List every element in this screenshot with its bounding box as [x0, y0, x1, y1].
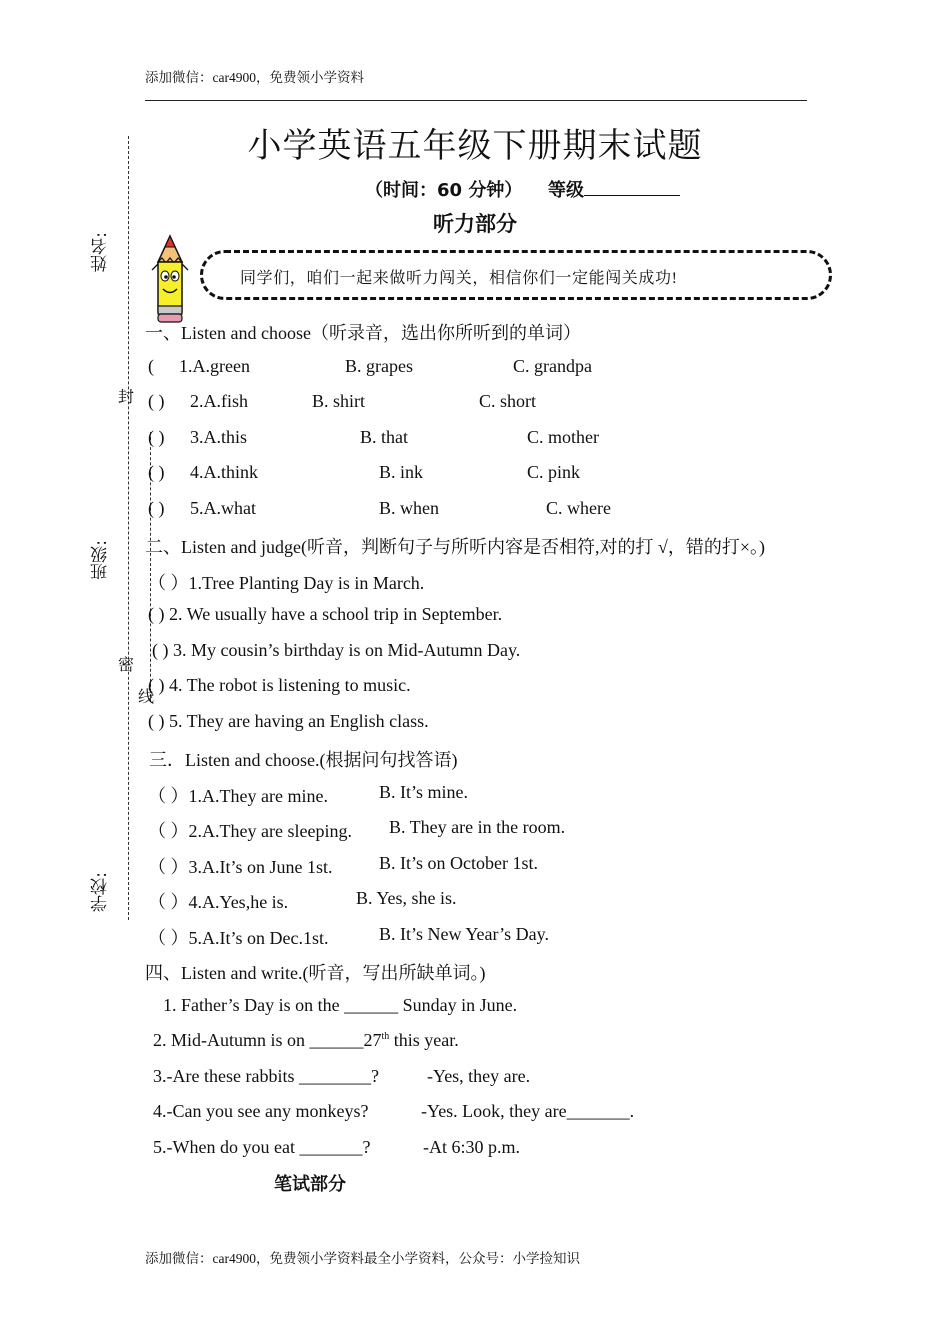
s1-q4-paren[interactable]: ( ) — [148, 462, 165, 482]
s3-q5-option-b: B. It’s New Year’s Day. — [379, 924, 549, 944]
section2-heading: 二、Listen and judge(听音，判断句子与所听内容是否相符,对的打 √，错的打×。) — [145, 537, 765, 557]
grade-blank[interactable] — [584, 181, 680, 196]
s1-q2-option-c: C. short — [479, 391, 537, 411]
s2-q1[interactable]: （ ）1.Tree Planting Day is in March. — [148, 573, 425, 593]
line-char: 线 — [138, 687, 155, 706]
s1-q3-option-a: 3.A.this — [190, 427, 248, 447]
s2-q4[interactable]: ( ) 4. The robot is listening to music. — [148, 675, 411, 695]
s1-q3-paren[interactable]: ( ) — [148, 427, 165, 447]
listening-heading: 听力部分 — [433, 212, 517, 236]
section3-heading: 三．Listen and choose.(根据问句找答语) — [149, 750, 458, 770]
section1-heading: 一、Listen and choose（听录音，选出你所听到的单词） — [145, 323, 581, 343]
s1-q3-option-c: C. mother — [527, 427, 599, 447]
s4-q2-post: this year. — [389, 1030, 459, 1050]
s1-q1-option-c: C. grandpa — [513, 356, 592, 376]
s1-q5-option-c: C. where — [546, 498, 611, 518]
secret-char: 密 — [118, 655, 135, 674]
seal-char: 封 — [118, 387, 135, 406]
s1-q2-option-a: 2.A.fish — [190, 391, 248, 411]
section4-heading: 四、Listen and write.(听音，写出所缺单词。) — [145, 963, 486, 983]
page-footer-note: 添加微信：car4900，免费领小学资料最全小学资料，公众号：小学捡知识 — [145, 1251, 580, 1266]
s4-q3-question[interactable]: 3.-Are these rabbits ________? — [153, 1066, 379, 1086]
s1-q3-option-b: B. that — [360, 427, 408, 447]
s3-q4-option-b: B. Yes, she is. — [356, 888, 457, 908]
binding-dashed-line — [128, 136, 129, 920]
grade-field — [548, 176, 680, 202]
s3-q2-option-b: B. They are in the room. — [389, 817, 566, 837]
page-header-note: 添加微信：car4900，免费领小学资料 — [145, 70, 364, 85]
s4-q5-question[interactable]: 5.-When do you eat _______? — [153, 1137, 371, 1157]
s3-q4-option-a[interactable]: （ ）4.A.Yes,he is. — [148, 892, 289, 912]
name-label: 姓名: — [91, 232, 111, 272]
s4-q4-answer[interactable]: -Yes. Look, they are_______. — [421, 1101, 635, 1121]
s1-q2-option-b: B. shirt — [312, 391, 366, 411]
page-title: 小学英语五年级下册期末试题 — [247, 126, 703, 166]
s4-q5-answer: -At 6:30 p.m. — [423, 1137, 520, 1157]
s1-q5-option-b: B. when — [379, 498, 439, 518]
encouragement-text: 同学们，咱们一起来做听力闯关，相信你们一定能闯关成功! — [240, 270, 678, 287]
s1-q1-option-a: 1.A.green — [179, 356, 250, 376]
s1-q1-paren[interactable]: ( — [148, 356, 154, 376]
s4-q4-question: 4.-Can you see any monkeys? — [153, 1101, 369, 1121]
s3-q2-option-a[interactable]: （ ）2.A.They are sleeping. — [148, 821, 352, 841]
s2-q2[interactable]: ( ) 2. We usually have a school trip in September. — [148, 604, 503, 624]
s1-q4-option-c: C. pink — [527, 462, 581, 482]
s3-q3-option-a[interactable]: （ ）3.A.It’s on June 1st. — [148, 857, 333, 877]
s2-q5[interactable]: ( ) 5. They are having an English class. — [148, 711, 429, 731]
time-label: （时间：60 分钟） — [365, 180, 523, 201]
s1-q5-paren[interactable]: ( ) — [148, 498, 165, 518]
s1-q4-option-a: 4.A.think — [190, 462, 259, 482]
s4-q2-sup: th — [381, 1031, 390, 1042]
s1-q1-option-b: B. grapes — [345, 356, 413, 376]
written-heading: 笔试部分 — [274, 1174, 346, 1195]
school-label: 学校: — [91, 872, 111, 912]
s3-q5-option-a[interactable]: （ ）5.A.It’s on Dec.1st. — [148, 928, 329, 948]
s3-q3-option-b: B. It’s on October 1st. — [379, 853, 538, 873]
s1-q2-paren[interactable]: ( ) — [148, 391, 165, 411]
header-rule — [145, 100, 807, 101]
s1-q4-option-b: B. ink — [379, 462, 424, 482]
s4-q1[interactable]: 1. Father’s Day is on the ______ Sunday in June. — [163, 995, 518, 1015]
s4-q2-pre: 2. Mid-Autumn is on ______27 — [153, 1030, 382, 1050]
grade-label: 等级 — [548, 180, 584, 201]
s3-q1-option-a[interactable]: （ ）1.A.They are mine. — [148, 786, 328, 806]
s2-q3[interactable]: ( ) 3. My cousin’s birthday is on Mid-Autumn Day. — [152, 640, 521, 660]
pencil-mascot-icon — [150, 234, 190, 329]
class-label: 班级: — [91, 540, 111, 580]
s4-q2[interactable] — [153, 1030, 459, 1051]
s1-q5-option-a: 5.A.what — [190, 498, 256, 518]
s3-q1-option-b: B. It’s mine. — [379, 782, 468, 802]
s4-q3-answer: -Yes, they are. — [427, 1066, 531, 1086]
